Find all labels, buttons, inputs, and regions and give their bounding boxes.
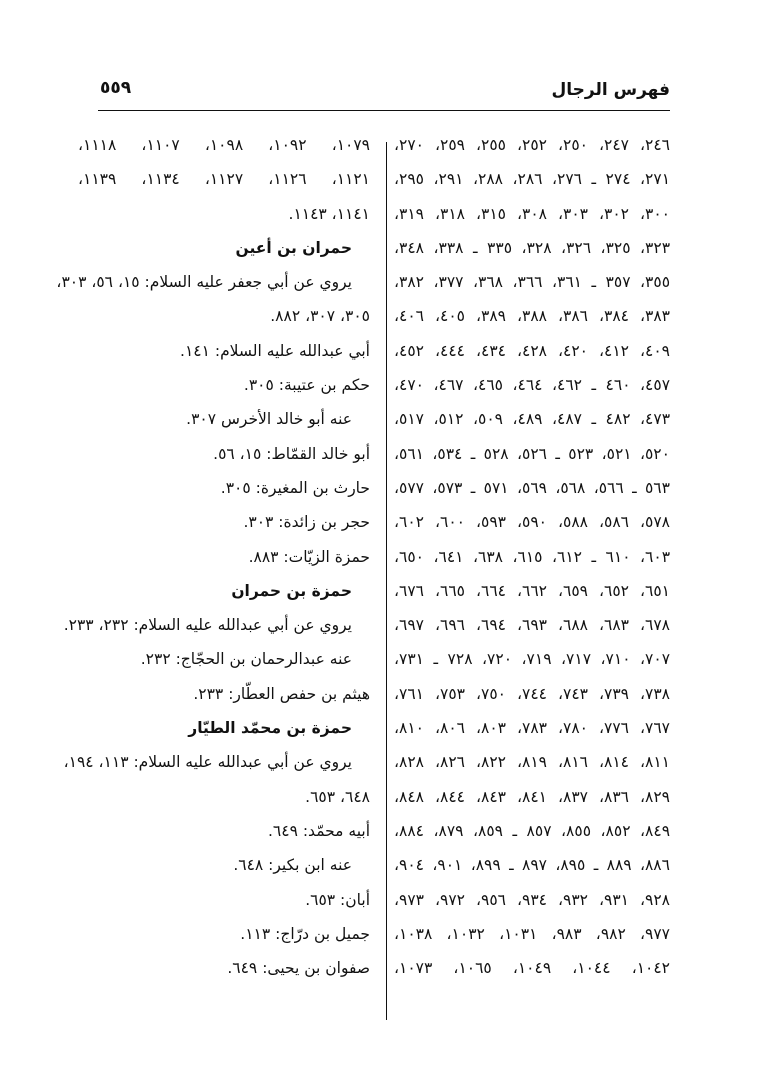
index-line: صفوان بن يحيى: ٦٤٩. — [227, 959, 370, 978]
entry-heading: حمران بن أعين — [235, 238, 352, 257]
index-line: ٦٥١، ٦٥٢، ٦٥٩، ٦٦٢، ٦٦٤، ٦٦٥، ٦٧٦، — [394, 581, 670, 600]
running-header-title: فهرس الرجال — [551, 80, 670, 100]
index-line: جميل بن درّاج: ١١٣. — [240, 924, 370, 943]
index-line: أبيه محمّد: ٦٤٩. — [267, 821, 370, 840]
index-line: حمزة الزيّات: ٨٨٣. — [248, 547, 370, 566]
index-line: عنه عبدالرحمان بن الحجّاج: ٢٣٢. — [140, 650, 352, 669]
index-line: أبي عبدالله عليه السلام: ١٤١. — [180, 341, 370, 360]
index-line: حجر بن زائدة: ٣٠٣. — [243, 513, 370, 532]
index-line: ١٠٤٢، ١٠٤٤، ١٠٤٩، ١٠٦٥، ١٠٧٣، — [394, 959, 671, 978]
index-line: عنه أبو خالد الأخرس ٣٠٧. — [186, 410, 352, 429]
index-line: أبان: ٦٥٣. — [305, 890, 370, 909]
index-line: أبو خالد القمّاط: ١٥، ٥٦. — [213, 444, 370, 463]
index-line: ٧٣٨، ٧٣٩، ٧٤٣، ٧٤٤، ٧٥٠، ٧٥٣، ٧٦١، — [394, 684, 670, 703]
index-line: يروي عن أبي جعفر عليه السلام: ١٥، ٥٦، ٣٠٣، — [56, 273, 352, 292]
index-line: حكم بن عتيبة: ٣٠٥. — [243, 376, 370, 395]
index-line: ٩٢٨، ٩٣١، ٩٣٢، ٩٣٤، ٩٥٦، ٩٧٢، ٩٧٣، — [394, 890, 670, 909]
index-line: ٧٦٧، ٧٧٦، ٧٨٠، ٧٨٣، ٨٠٣، ٨٠٦، ٨١٠، — [394, 719, 670, 738]
entry-heading: حمزة بن محمّد الطيّار — [188, 719, 352, 738]
index-line: ١٠٧٩، ١٠٩٢، ١٠٩٨، ١١٠٧، ١١١٨، — [78, 136, 371, 154]
index-line: عنه ابن بكير: ٦٤٨. — [233, 856, 352, 875]
index-line: ٣٢٣، ٣٢٥، ٣٢٦، ٣٢٨، ٣٣٥ ـ ٣٣٨، ٣٤٨، — [394, 238, 671, 257]
index-line: ٦٧٨، ٦٨٣، ٦٨٨، ٦٩٣، ٦٩٤، ٦٩٦، ٦٩٧، — [394, 616, 670, 635]
index-line: ٢٤٦، ٢٤٧، ٢٥٠، ٢٥٢، ٢٥٥، ٢٥٩، ٢٧٠، — [394, 136, 670, 154]
index-line: ٧٠٧، ٧١٠، ٧١٧، ٧١٩، ٧٢٠، ٧٢٨ ـ ٧٣١، — [394, 650, 671, 669]
column-divider — [386, 142, 387, 1020]
index-line: ٤٧٣، ٤٨٢ ـ ٤٨٧، ٤٨٩، ٥٠٩، ٥١٢، ٥١٧، — [394, 410, 671, 429]
index-line: ٦٤٨، ٦٥٣. — [305, 787, 370, 806]
index-line: ٣٨٣، ٣٨٤، ٣٨٦، ٣٨٨، ٣٨٩، ٤٠٥، ٤٠٦، — [394, 307, 670, 326]
entry-heading: حمزة بن حمران — [231, 581, 352, 600]
index-line: ١١٤١، ١١٤٣. — [288, 204, 370, 223]
index-line: ٥٢٠، ٥٢١، ٥٢٣ ـ ٥٢٦، ٥٢٨ ـ ٥٣٤، ٥٦١، — [394, 444, 670, 463]
index-line: يروي عن أبي عبدالله عليه السلام: ٢٣٢، ٢٣٣. — [63, 616, 352, 635]
index-line: حارث بن المغيرة: ٣٠٥. — [220, 478, 370, 497]
index-line: ٤٥٧، ٤٦٠ ـ ٤٦٢، ٤٦٤، ٤٦٥، ٤٦٧، ٤٧٠، — [394, 376, 671, 395]
index-line: ٣٥٥، ٣٥٧ ـ ٣٦١، ٣٦٦، ٣٦٨، ٣٧٧، ٣٨٢، — [394, 273, 671, 292]
index-line: ٩٧٧، ٩٨٢، ٩٨٣، ١٠٣١، ١٠٣٢، ١٠٣٨، — [394, 924, 670, 943]
index-line: ٨٢٩، ٨٣٦، ٨٣٧، ٨٤١، ٨٤٣، ٨٤٤، ٨٤٨، — [394, 787, 670, 806]
index-line: ٣٠٥، ٣٠٧، ٨٨٢. — [270, 307, 370, 326]
index-line: ٥٧٨، ٥٨٦، ٥٨٨، ٥٩٠، ٥٩٣، ٦٠٠، ٦٠٢، — [394, 513, 670, 532]
index-line: ٨٨٦، ٨٨٩ ـ ٨٩٥، ٨٩٧ ـ ٨٩٩، ٩٠١، ٩٠٤، — [394, 856, 670, 875]
header-rule — [98, 110, 670, 111]
index-line: ٥٦٣ ـ ٥٦٦، ٥٦٨، ٥٦٩، ٥٧١ ـ ٥٧٣، ٥٧٧، — [394, 478, 670, 497]
index-line: ٣٠٠، ٣٠٢، ٣٠٣، ٣٠٨، ٣١٥، ٣١٨، ٣١٩، — [394, 204, 670, 223]
index-line: ٤٠٩، ٤١٢، ٤٢٠، ٤٢٨، ٤٣٤، ٤٤٤، ٤٥٢، — [394, 341, 670, 360]
index-line: ٨٤٩، ٨٥٢، ٨٥٥، ٨٥٧ ـ ٨٥٩، ٨٧٩، ٨٨٤، — [394, 821, 671, 840]
index-line: ١١٢١، ١١٢٦، ١١٢٧، ١١٣٤، ١١٣٩، — [78, 170, 371, 189]
right-column — [394, 128, 670, 985]
index-line: يروي عن أبي عبدالله عليه السلام: ١١٣، ١٩٤، — [63, 753, 352, 772]
index-line: ٨١١، ٨١٤، ٨١٦، ٨١٩، ٨٢٢، ٨٢٦، ٨٢٨، — [394, 753, 670, 772]
index-line: ٦٠٣، ٦١٠ ـ ٦١٢، ٦١٥، ٦٣٨، ٦٤١، ٦٥٠، — [394, 547, 671, 566]
index-line: هيثم بن حفص العطّار: ٢٣٣. — [193, 684, 370, 703]
index-line: ٢٧١، ٢٧٤ ـ ٢٧٦، ٢٨٦، ٢٨٨، ٢٩١، ٢٩٥، — [394, 170, 671, 189]
left-column — [56, 128, 371, 985]
page-number: ٥٥٩ — [100, 78, 132, 98]
